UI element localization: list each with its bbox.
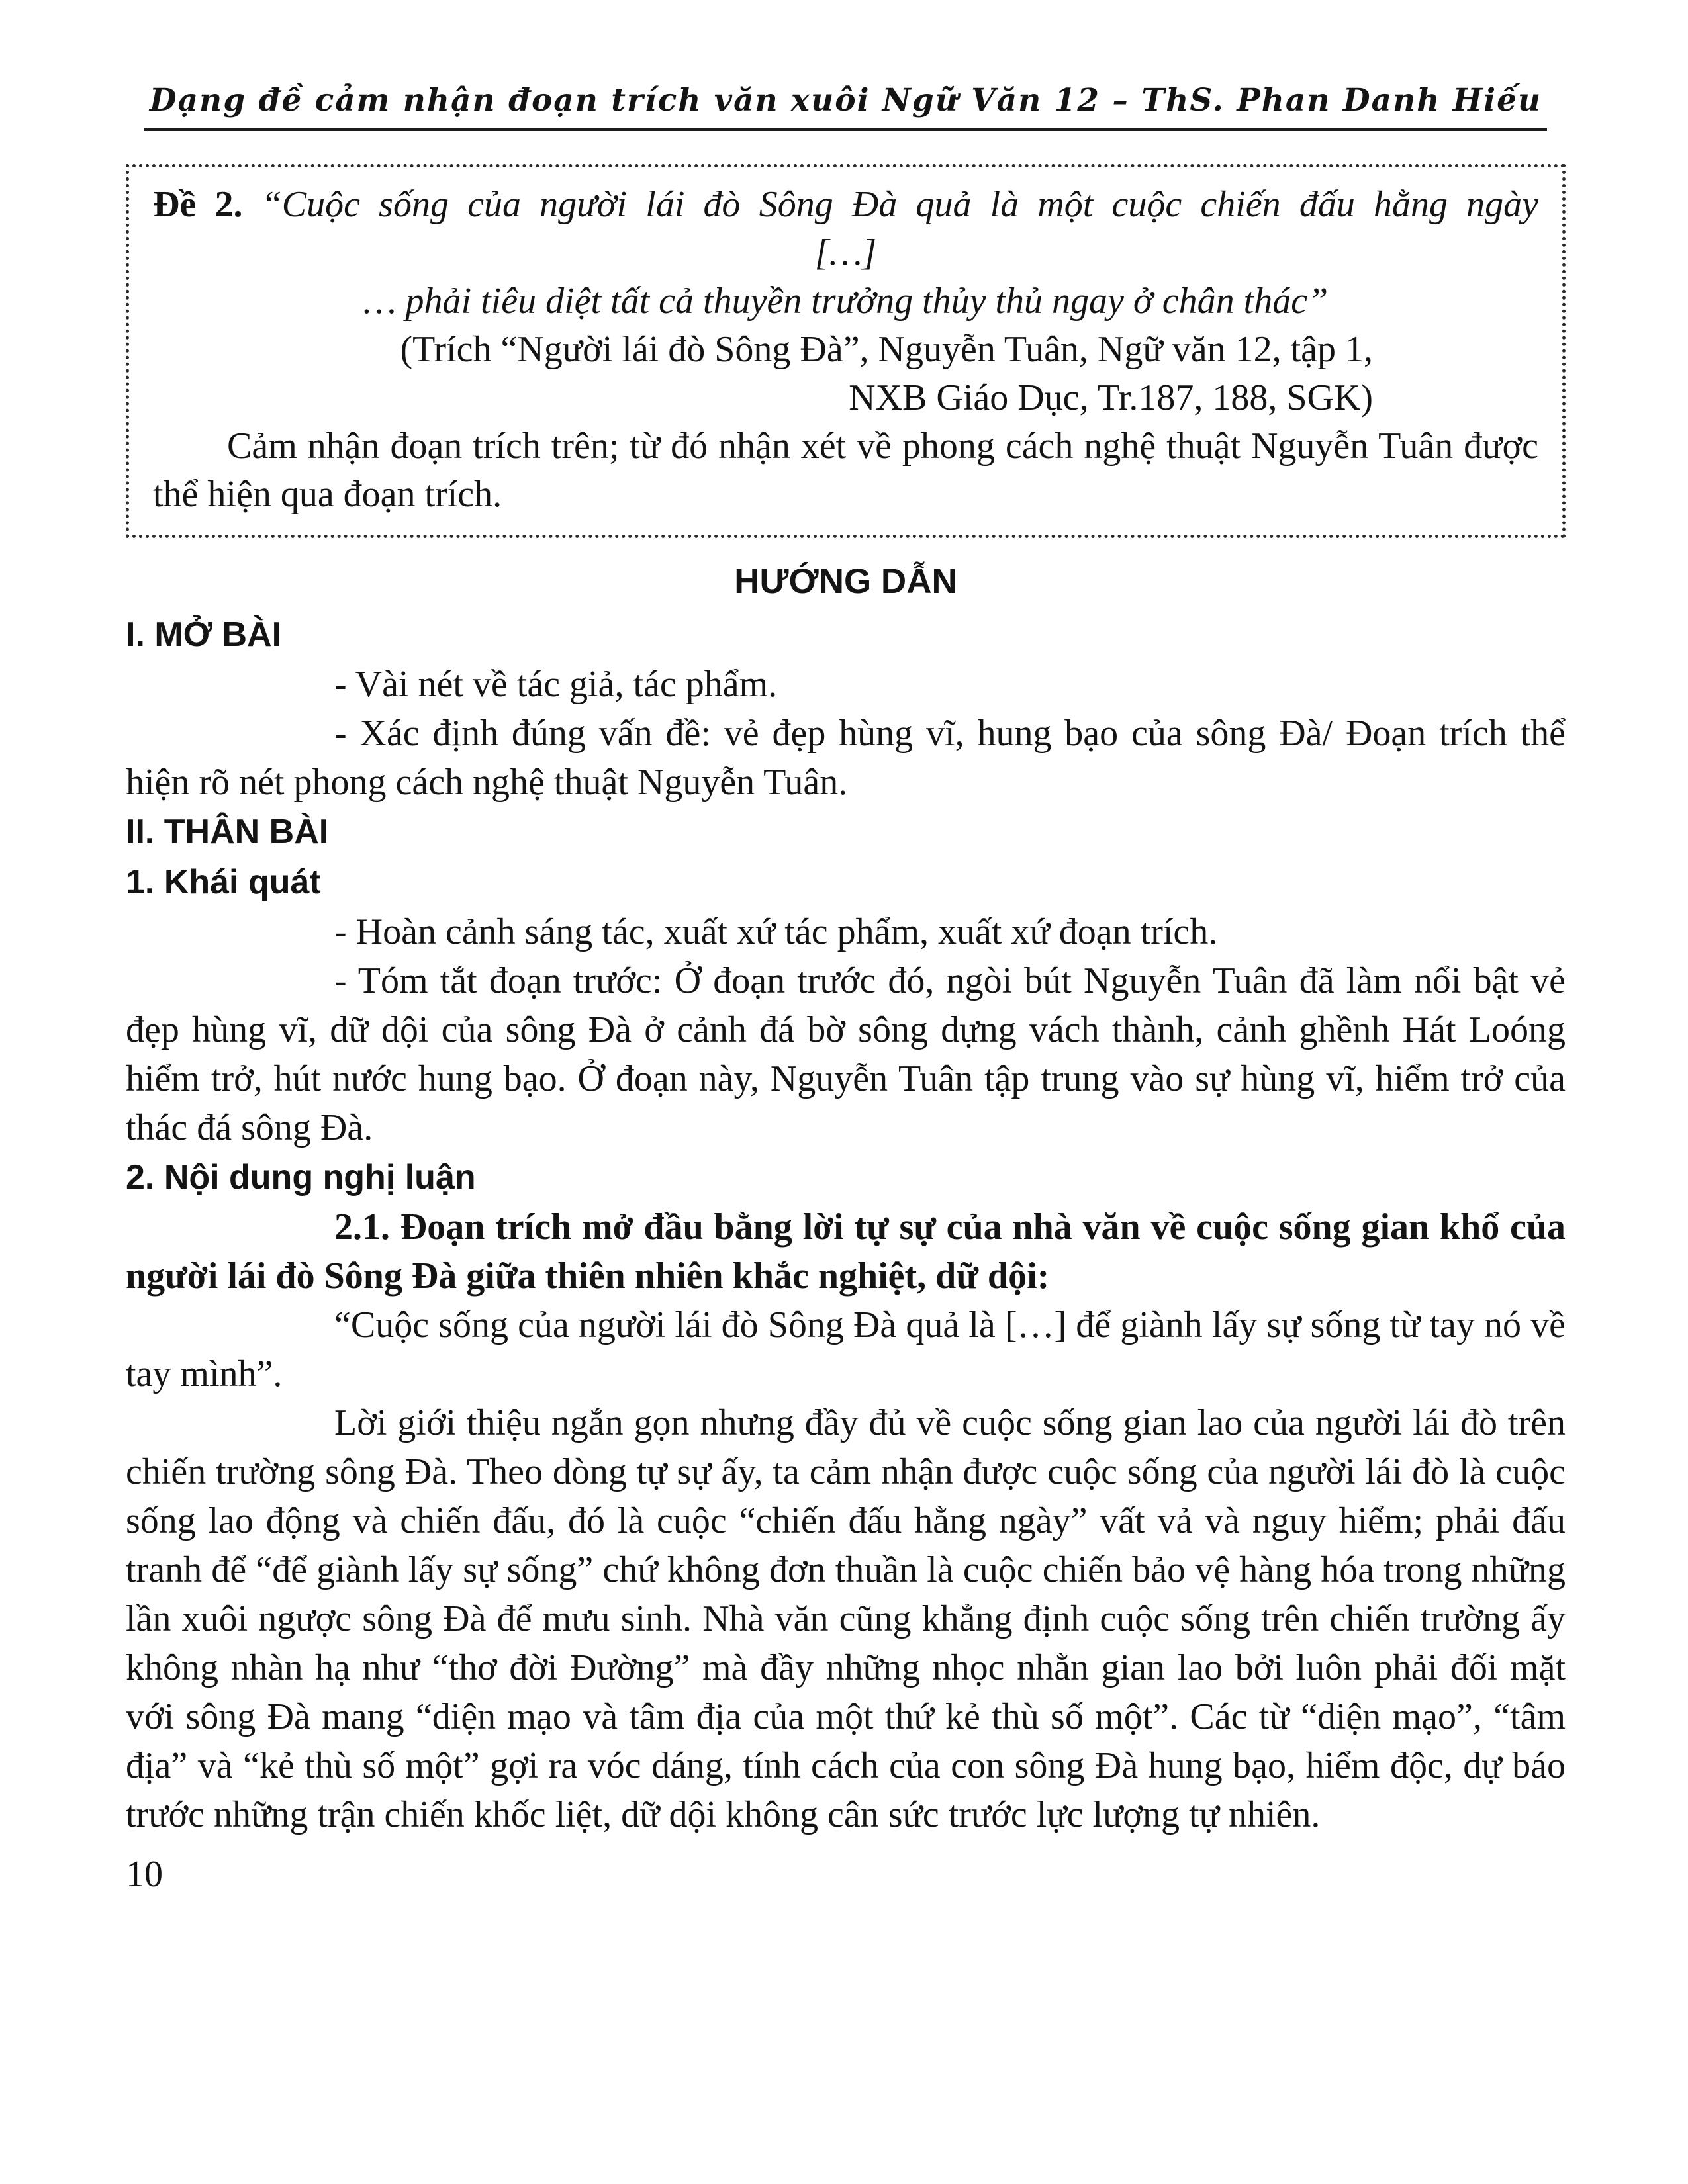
page-number: 10 [126, 1854, 163, 1895]
prompt-label: Đề 2. [153, 184, 243, 225]
prompt-quote-line-2: … phải tiêu diệt tất cả thuyền trưởng thủy thủ ngay ở chân thác” [363, 281, 1329, 322]
heading-khai-quat: 1. Khái quát [126, 863, 321, 901]
prompt-first-line [153, 181, 1538, 229]
paragraph-2-1-heading: 2.1. Đoạn trích mở đầu bằng lời tự sự của nhà văn về cuộc sống gian khổ của người lái đò Sông Đà giữa thiên nhiên khắc nghiệt, dữ dội: [126, 1206, 1566, 1297]
paragraph-mo-bai-2: - Xác định đúng vấn đề: vẻ đẹp hùng vĩ, hung bạo của sông Đà/ Đoạn trích thể hiện rõ nét phong cách nghệ thuật Nguyễn Tuân. [126, 713, 1566, 803]
heading-mo-bai: I. MỞ BÀI [126, 615, 282, 654]
prompt-ellipsis: […] [814, 232, 877, 273]
exam-prompt-box [126, 164, 1566, 538]
running-head: Dạng đề cảm nhận đoạn trích văn xuôi Ngữ Văn 12 – ThS. Phan Danh Hiếu [144, 81, 1547, 131]
heading-noi-dung: 2. Nội dung nghị luận [126, 1158, 476, 1197]
heading-than-bai: II. THÂN BÀI [126, 813, 329, 851]
guide-title: HƯỚNG DẪN [734, 562, 957, 601]
prompt-source-line-2: NXB Giáo Dục, Tr.187, 188, SGK) [849, 377, 1373, 418]
paragraph-2-1-body: Lời giới thiệu ngắn gọn nhưng đầy đủ về cuộc sống gian lao của người lái đò trên chiến trường sông Đà. Theo dòng tự sự ấy, ta cảm nhận được cuộc sống của người lái đò là cuộc sống lao động và chiến đấu, đó là cuộc “chiến đấu hằng ngày” vất vả và nguy hiểm; phải đấu tranh để “để giành lấy sự sống” chứ không đơn thuần là cuộc chiến bảo vệ hàng hóa trong những lần xuôi ngược sông Đà để mưu sinh. Nhà văn cũng khẳng định cuộc sống trên chiến trường ấy không nhàn hạ như “thơ đời Đường” mà đầy những nhọc nhằn gian lao bởi luôn phải đối mặt với sông Đà mang “diện mạo và tâm địa của một thứ kẻ thù số một”. Các từ “diện mạo”, “tâm địa” và “kẻ thù số một” gợi ra vóc dáng, tính cách của con sông Đà hung bạo, hiểm độc, dự báo trước những trận chiến khốc liệt, dữ dội không cân sức trước lực lượng tự nhiên. [126, 1402, 1566, 1835]
paragraph-khai-quat-2: - Tóm tắt đoạn trước: Ở đoạn trước đó, ngòi bút Nguyễn Tuân đã làm nổi bật vẻ đẹp hùng vĩ, dữ dội của sông Đà ở cảnh đá bờ sông dựng vách thành, cảnh ghềnh Hát Loóng hiểm trở, hút nước hung bạo. Ở đoạn này, Nguyễn Tuân tập trung vào sự hùng vĩ, hiểm trở của thác đá sông Đà. [126, 960, 1566, 1148]
prompt-source-line-1: (Trích “Người lái đò Sông Đà”, Nguyễn Tuân, Ngữ văn 12, tập 1, [400, 329, 1373, 370]
paragraph-2-1-quote: “Cuộc sống của người lái đò Sông Đà quả là […] để giành lấy sự sống từ tay nó về tay mình”. [126, 1304, 1566, 1394]
page-header [126, 74, 1566, 131]
prompt-quote-line-1: “Cuộc sống của người lái đò Sông Đà quả là một cuộc chiến đấu hằng ngày [261, 184, 1539, 225]
paragraph-mo-bai-1: - Vài nét về tác giả, tác phẩm. [334, 664, 778, 705]
prompt-task: Cảm nhận đoạn trích trên; từ đó nhận xét về phong cách nghệ thuật Nguyễn Tuân được thể hiện qua đoạn trích. [153, 426, 1538, 515]
paragraph-khai-quat-1: - Hoàn cảnh sáng tác, xuất xứ tác phẩm, xuất xứ đoạn trích. [334, 911, 1218, 952]
